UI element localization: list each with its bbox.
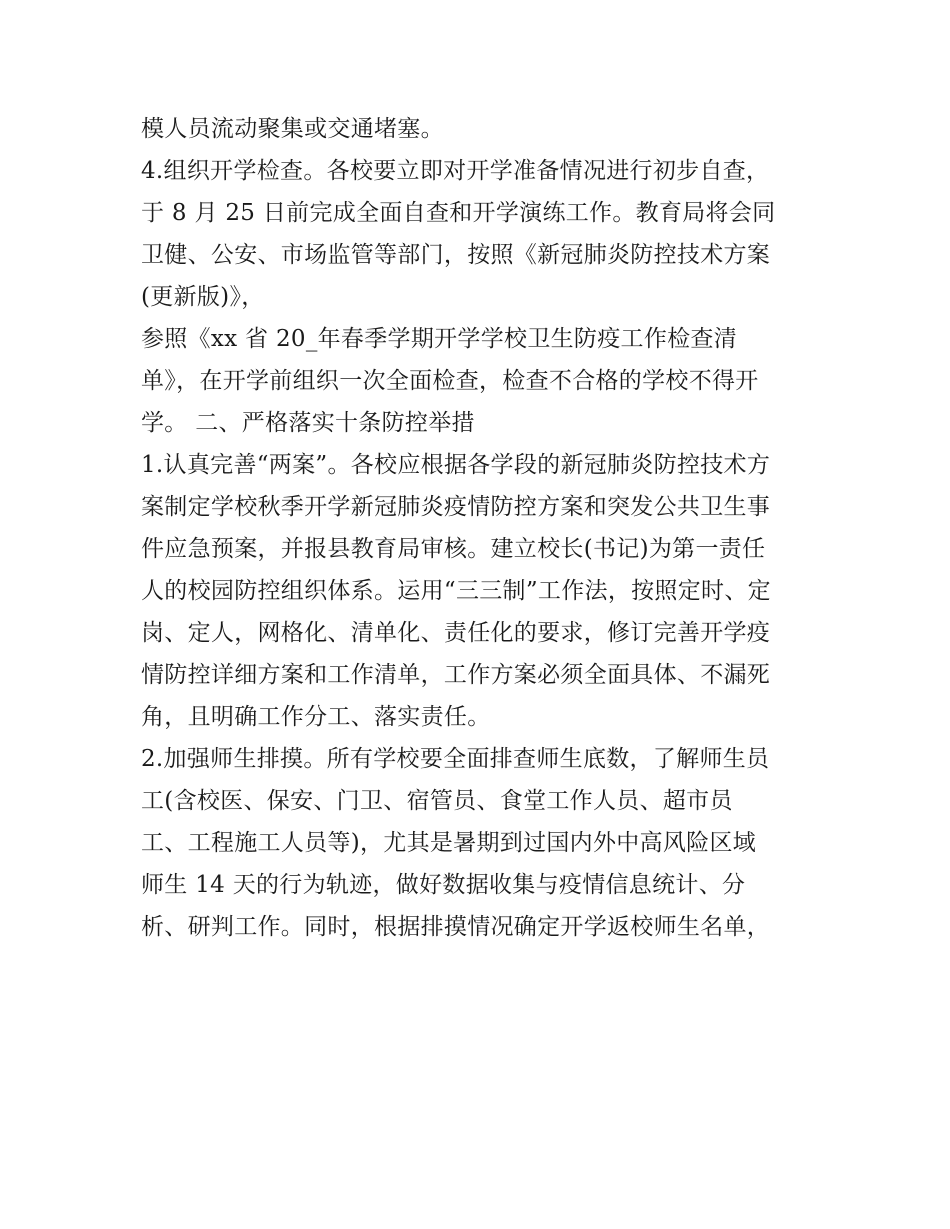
text-line: 角，且明确工作分工、落实责任。 (141, 704, 491, 730)
text-line: 情防控详细方案和工作清单，工作方案必须全面具体、不漏死 (141, 662, 771, 688)
text-line: 参照《xx 省 20_年春季学期开学学校卫生防疫工作检查清 (141, 326, 738, 352)
text-line: (更新版)》， (141, 284, 265, 310)
text-line: 学。 二、严格落实十条防控举措 (141, 410, 475, 436)
text-line: 工(含校医、保安、门卫、宿管员、食堂工作人员、超市员 (141, 788, 733, 814)
text-line: 卫健、公安、市场监管等部门，按照《新冠肺炎防控技术方案 (141, 242, 771, 268)
text-line: 4.组织开学检查。各校要立即对开学准备情况进行初步自查， (141, 158, 770, 184)
text-line: 件应急预案，并报县教育局审核。建立校长(书记)为第一责任 (141, 536, 766, 562)
text-line: 人的校园防控组织体系。运用“三三制”工作法，按照定时、定 (141, 578, 771, 604)
text-line: 工、工程施工人员等)，尤其是暑期到过国内外中高风险区域 (141, 830, 757, 856)
text-line: 1.认真完善“两案”。各校应根据各学段的新冠肺炎防控技术方 (141, 452, 771, 478)
text-line: 析、研判工作。同时，根据排摸情况确定开学返校师生名单， (141, 914, 771, 940)
text-line: 岗、定人，网格化、清单化、责任化的要求，修订完善开学疫 (141, 620, 771, 646)
text-line: 2.加强师生排摸。所有学校要全面排查师生底数，了解师生员 (141, 746, 770, 772)
text-line: 于 8 月 25 日前完成全面自查和开学演练工作。教育局将会同 (141, 200, 776, 226)
text-line: 单》，在开学前组织一次全面检查，检查不合格的学校不得开 (141, 368, 759, 394)
text-line: 模人员流动聚集或交通堵塞。 (141, 116, 444, 142)
text-line: 师生 14 天的行为轨迹，做好数据收集与疫情信息统计、分 (141, 872, 746, 898)
document-body (141, 108, 821, 948)
text-line: 案制定学校秋季开学新冠肺炎疫情防控方案和突发公共卫生事 (141, 494, 771, 520)
